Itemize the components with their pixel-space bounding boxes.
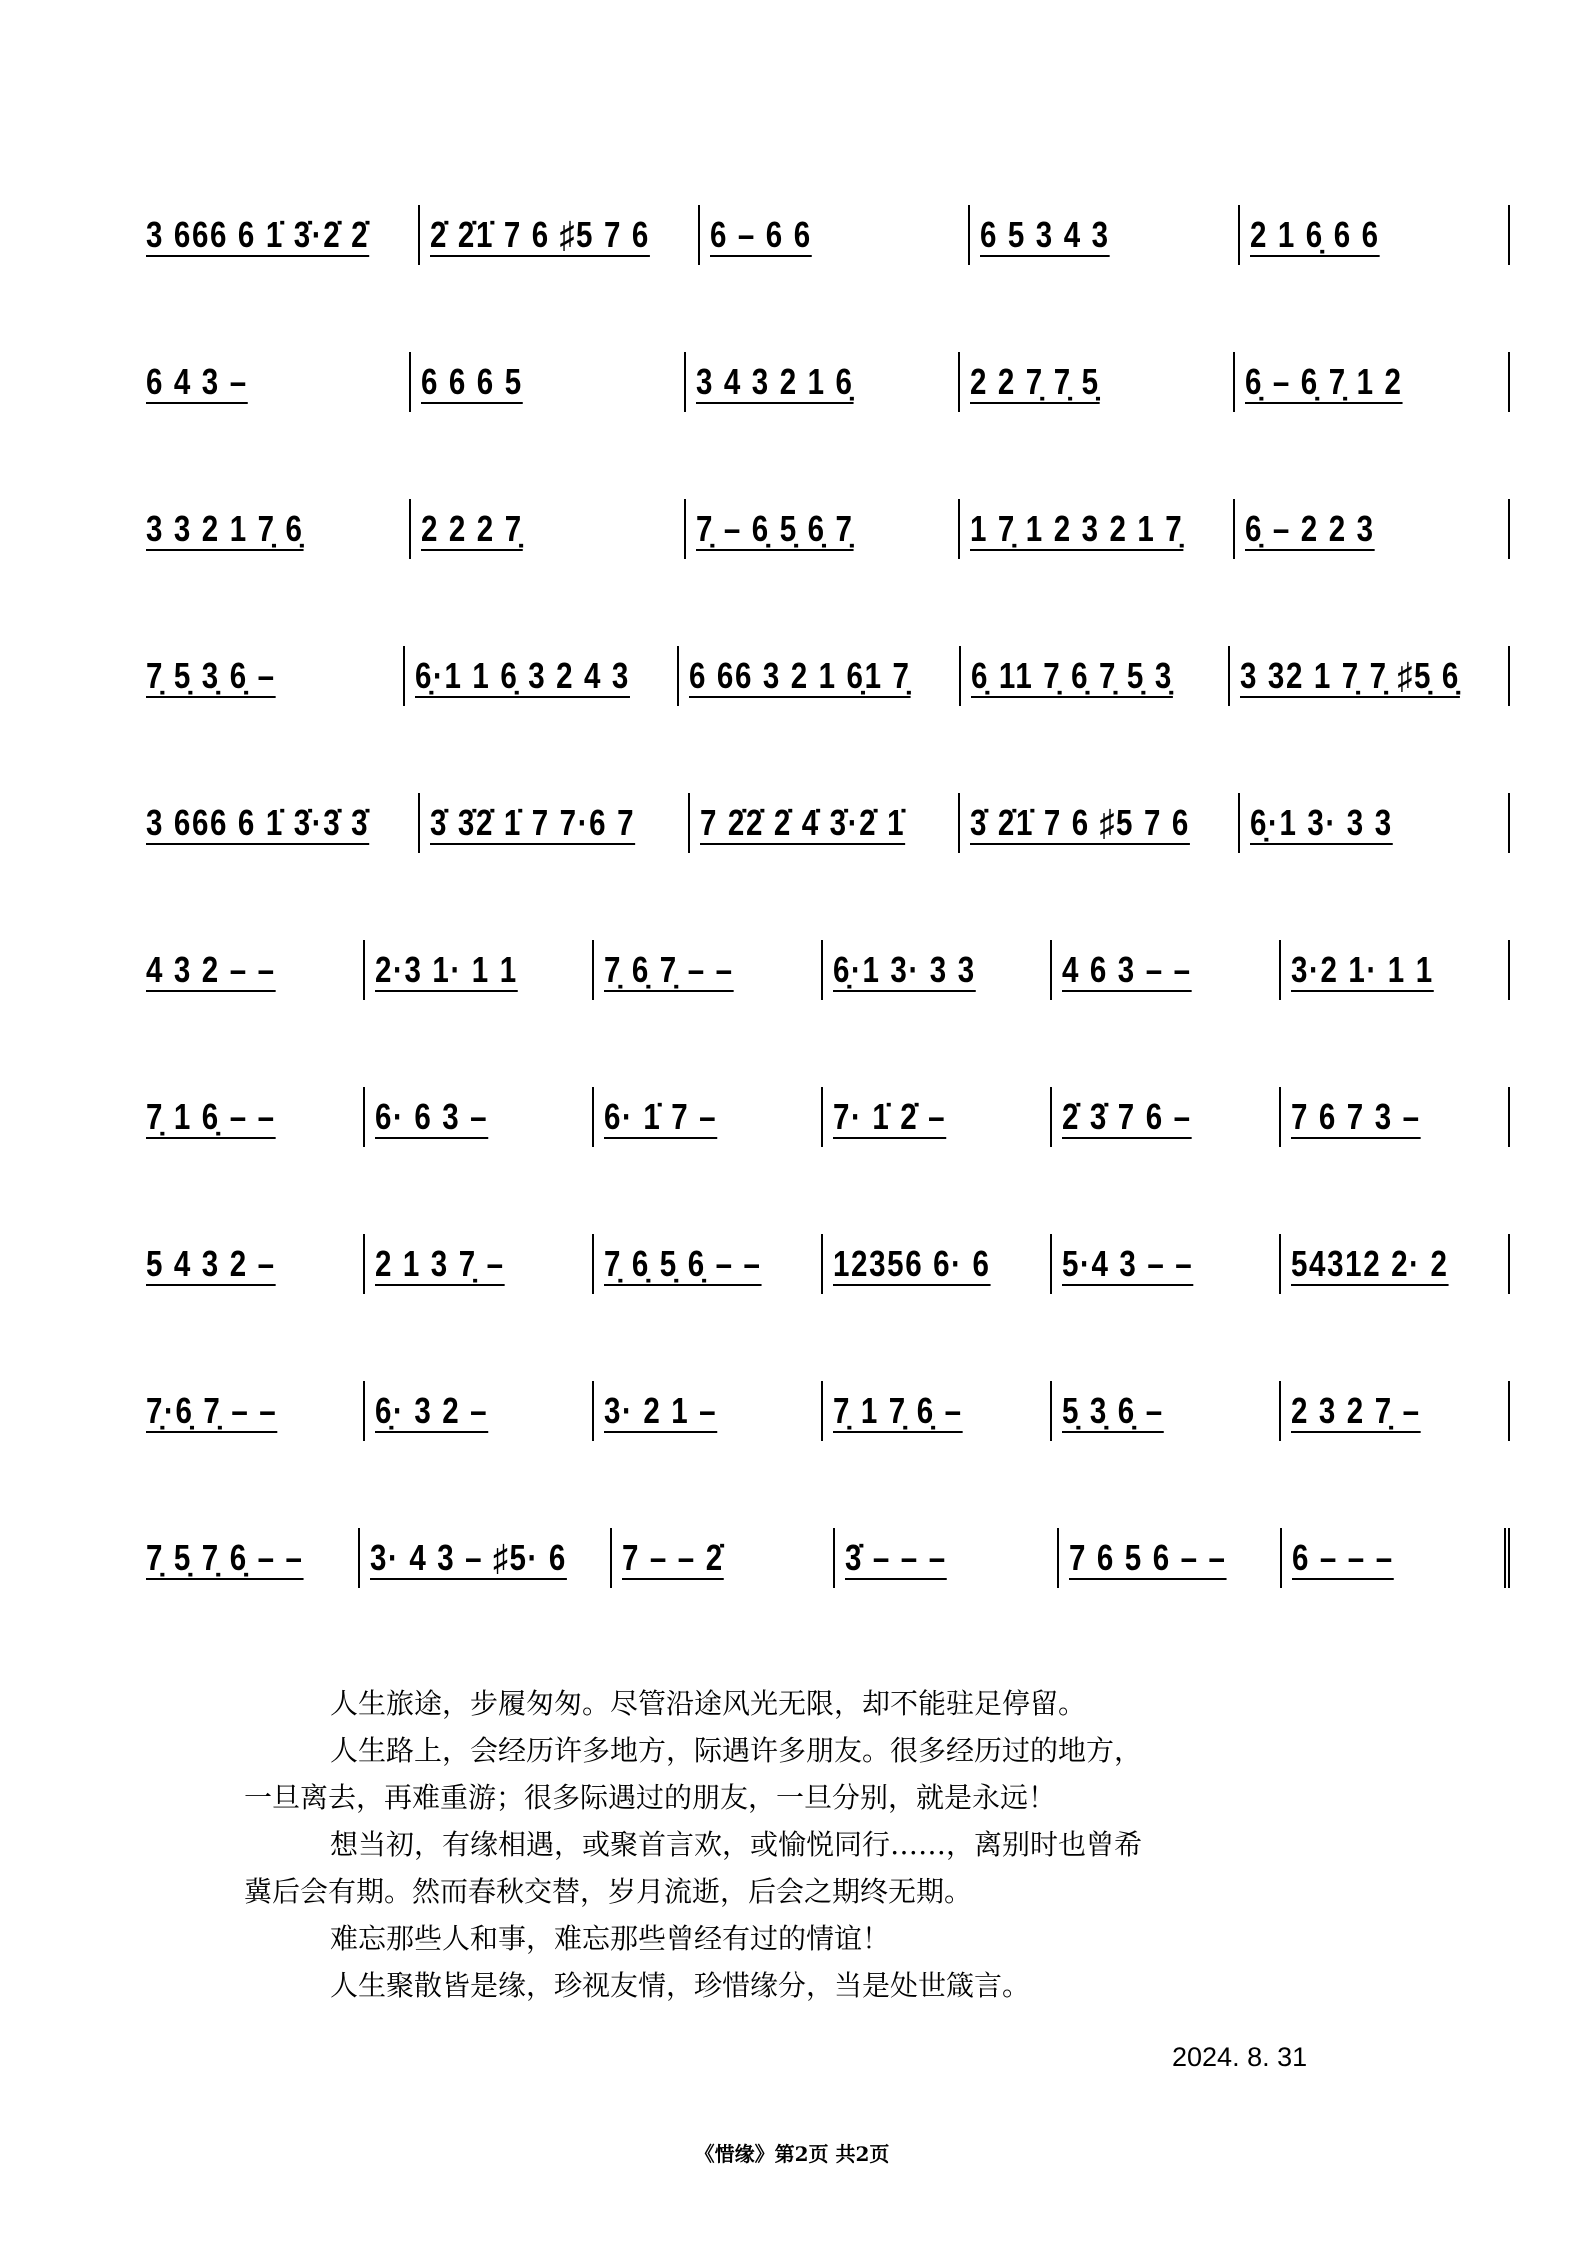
measure (688, 793, 958, 853)
measure-notes: 7̣ 6̣ 5̣ 6̣ – – (604, 1243, 762, 1284)
score-row (146, 793, 1510, 853)
measure (1050, 1087, 1279, 1147)
measure (958, 793, 1238, 853)
measure (363, 1087, 592, 1147)
measure-notes: 3· 4 3 – ♯5· 6 (369, 1537, 567, 1578)
measure-notes: 2·3 1· 1 1 (375, 949, 518, 990)
measure-notes: 2 2 2 7̣ (420, 508, 523, 549)
measure-notes: 3 32 1 7̣ 7̣ ♯5̣ 6̣ (1239, 655, 1460, 696)
measure (1057, 1528, 1281, 1588)
measure (363, 940, 592, 1000)
measure (821, 940, 1050, 1000)
measure-notes: 7̣·6̣ 7̣ – – (146, 1390, 278, 1431)
measure-notes: 7̣ – 6̣ 5̣ 6̣ 7̣ (695, 508, 854, 549)
measure-notes: 5 4 3 2 – (146, 1243, 276, 1284)
prose-line: 一旦离去，再难重游；很多际遇过的朋友，一旦分别，就是永远！ (244, 1781, 1057, 1814)
score-row (146, 1381, 1510, 1441)
measure (358, 1528, 610, 1588)
measure (409, 352, 684, 412)
measure (146, 940, 363, 1000)
measure (1279, 1234, 1508, 1294)
measure-notes: 3· 2 1 – (604, 1390, 718, 1431)
measure-notes: 6̣ 11 7̣ 6̣ 7̣ 5̣ 3̣ (971, 655, 1173, 696)
score-row (146, 499, 1510, 559)
measure (610, 1528, 834, 1588)
measure (684, 352, 959, 412)
measure-notes: 7 6 7 3 – (1291, 1096, 1421, 1137)
measure-notes: 6 66 3 2 1 6̣1 7̣ (688, 655, 911, 696)
measure (146, 1381, 363, 1441)
measure-notes: 2 1 3 7̣ – (375, 1243, 505, 1284)
measure (592, 1234, 821, 1294)
measure (833, 1528, 1057, 1588)
measure-notes: 3̇ – – – (845, 1537, 948, 1578)
measure (698, 205, 968, 265)
measure-notes: 2 3 2 7̣ – (1291, 1390, 1421, 1431)
measure (821, 1087, 1050, 1147)
measure-notes: 7̣ 5̣ 7̣ 6̣ – – (146, 1537, 304, 1578)
prose-text (244, 1680, 1410, 2009)
measure (1279, 940, 1508, 1000)
page-footer: 《惜缘》第2页 共2页 (694, 2142, 890, 2166)
measure-notes: 3 4 3 2 1 6̣ (695, 361, 854, 402)
jianpu-score (146, 205, 1510, 1675)
measure (1050, 940, 1279, 1000)
measure-notes: 7 2̇2̇ 2̇ 4̇ 3̇·2̇ 1̇ (700, 802, 906, 843)
prose-line: 人生聚散皆是缘，珍视友情，珍惜缘分，当是处世箴言。 (330, 1969, 1031, 2002)
measure (146, 1528, 358, 1588)
measure-notes: 3 666 6 1̇ 3̇·3̇ 3̇ (146, 802, 370, 843)
measure (146, 352, 409, 412)
measure-notes: 7̣ 6̣ 7̣ – – (604, 949, 734, 990)
measure-notes: 12356 6· 6 (833, 1243, 991, 1284)
measure-notes: 6 4 3 – (146, 361, 248, 402)
measure-notes: 5·4 3 – – (1062, 1243, 1194, 1284)
measure (146, 499, 409, 559)
date: 2024. 8. 31 (1172, 2042, 1308, 2072)
measure-notes: 2 1 6̣ 6 6 (1250, 214, 1380, 255)
measure-notes: 6̣·1 3· 3 3 (833, 949, 976, 990)
measure (592, 940, 821, 1000)
measure-notes: 6̣·1 3· 3 3 (1250, 802, 1393, 843)
score-row (146, 1528, 1510, 1588)
measure (1050, 1234, 1279, 1294)
measure-notes: 6 – – – (1292, 1537, 1395, 1578)
score-row (146, 1087, 1510, 1147)
measure (684, 499, 959, 559)
measure-notes: 6 5 3 4 3 (980, 214, 1110, 255)
measure (146, 1087, 363, 1147)
measure (821, 1381, 1050, 1441)
measure-notes: 2 2 7̣ 7̣ 5̣ (970, 361, 1101, 402)
measure (418, 793, 688, 853)
measure-notes: 6· 6 3 – (375, 1096, 489, 1137)
measure (1228, 646, 1508, 706)
measure-notes: 3·2 1· 1 1 (1291, 949, 1434, 990)
measure-notes: 2̇ 2̇1̇ 7 6 ♯5 7 6 (430, 214, 651, 255)
measure (1233, 499, 1508, 559)
measure (1279, 1087, 1508, 1147)
measure-notes: 3̇ 3̇2̇ 1̇ 7 7·6 7 (430, 802, 636, 843)
measure-notes: 7 – – 2̇ (621, 1537, 724, 1578)
measure-notes: 3 666 6 1̇ 3̇·2̇ 2̇ (146, 214, 370, 255)
measure (409, 499, 684, 559)
measure-notes: 2̇ 3̇ 7 6 – (1062, 1096, 1192, 1137)
measure-notes: 6̣ – 6̣ 7̣ 1 2 (1245, 361, 1403, 402)
measure-notes: 4 6 3 – – (1062, 949, 1192, 990)
prose-line: 想当初，有缘相遇，或聚首言欢，或愉悦同行……，离别时也曾希 (330, 1828, 1143, 1861)
measure-notes: 6 – 6 6 (710, 214, 813, 255)
measure (677, 646, 959, 706)
measure (1238, 205, 1508, 265)
measure-notes: 6· 1̇ 7 – (604, 1096, 718, 1137)
measure (1280, 1528, 1504, 1588)
measure (363, 1234, 592, 1294)
score-row (146, 205, 1510, 265)
measure-notes: 3̇ 2̇1̇ 7 6 ♯5 7 6 (969, 802, 1190, 843)
measure-notes: 5̣ 3̣ 6̣ – (1062, 1390, 1164, 1431)
measure-notes: 7 6 5 6 – – (1068, 1537, 1227, 1578)
prose-line: 难忘那些人和事，难忘那些曾经有过的情谊！ (330, 1922, 891, 1955)
measure (146, 205, 418, 265)
measure (959, 646, 1228, 706)
measure (968, 205, 1238, 265)
measure-notes: 7· 1̇ 2̇ – (833, 1096, 947, 1137)
score-row (146, 940, 1510, 1000)
measure (146, 793, 418, 853)
measure (1238, 793, 1508, 853)
measure-notes: 6̣ – 2 2 3 (1245, 508, 1375, 549)
measure-notes: 7̣ 5̣ 3̣ 6̣ – (146, 655, 276, 696)
measure (1233, 352, 1508, 412)
measure-notes: 7̣ 1 6̣ – – (146, 1096, 276, 1137)
measure (958, 352, 1233, 412)
measure (1279, 1381, 1508, 1441)
measure-notes: 6 6 6 5 (420, 361, 523, 402)
measure (363, 1381, 592, 1441)
measure (592, 1381, 821, 1441)
measure (958, 499, 1233, 559)
measure-notes: 4 3 2 – – (146, 949, 276, 990)
measure (821, 1234, 1050, 1294)
measure (146, 1234, 363, 1294)
prose-line: 人生旅途，步履匆匆。尽管沿途风光无限，却不能驻足停留。 (330, 1687, 1087, 1720)
measure (403, 646, 677, 706)
measure-notes: 54312 2· 2 (1291, 1243, 1449, 1284)
score-row (146, 646, 1510, 706)
score-row (146, 352, 1510, 412)
measure-notes: 6̣· 3 2 – (375, 1390, 489, 1431)
score-row (146, 1234, 1510, 1294)
measure-notes: 3 3 2 1 7̣ 6̣ (146, 508, 304, 549)
measure (1050, 1381, 1279, 1441)
prose-line: 人生路上，会经历许多地方，际遇许多朋友。很多经历过的地方， (330, 1734, 1143, 1767)
measure-notes: 7̣ 1 7̣ 6̣ – (833, 1390, 963, 1431)
measure-notes: 6̣·1 1 6̣ 3 2 4 3 (414, 655, 630, 696)
measure (146, 646, 403, 706)
measure (418, 205, 698, 265)
prose-line: 冀后会有期。然而春秋交替，岁月流逝，后会之期终无期。 (244, 1875, 973, 1908)
measure-notes: 1 7̣ 1 2 3 2 1 7̣ (970, 508, 1184, 549)
measure (592, 1087, 821, 1147)
